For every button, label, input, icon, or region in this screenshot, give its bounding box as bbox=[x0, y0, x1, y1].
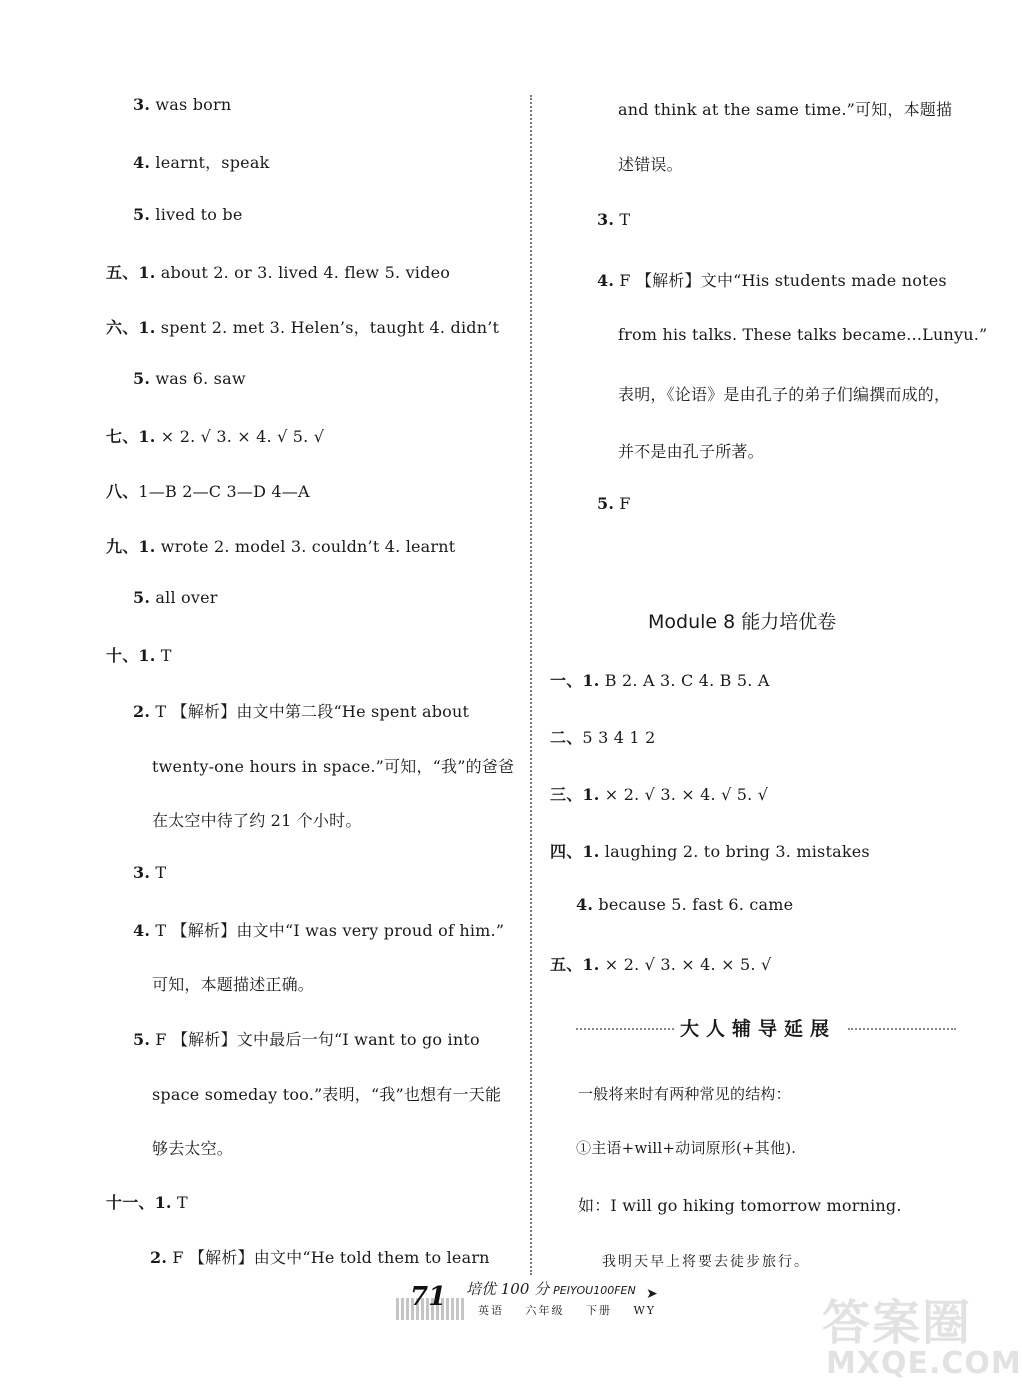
answer-number: 3. bbox=[133, 863, 151, 882]
answer-text: F 【解析】文中“His students made notes bbox=[614, 271, 947, 290]
note-line bbox=[576, 1137, 796, 1158]
answer-text: 并不是由孔子所著。 bbox=[618, 442, 764, 461]
answer-line bbox=[597, 210, 630, 229]
answer-text: T bbox=[150, 863, 167, 882]
answer-number: 三、1. bbox=[550, 785, 600, 804]
answer-number: 四、1. bbox=[550, 842, 600, 861]
answer-line bbox=[133, 699, 469, 722]
answer-line bbox=[618, 439, 764, 462]
answer-number: 4. bbox=[597, 271, 615, 290]
answer-number: 九、1. bbox=[106, 537, 156, 556]
answer-number: 十一、1. bbox=[106, 1193, 172, 1212]
answer-text: B 2. A 3. C 4. B 5. A bbox=[599, 671, 770, 690]
answer-text: 1—B 2—C 3—D 4—A bbox=[138, 482, 310, 501]
answer-number: 2. bbox=[150, 1248, 168, 1267]
answer-text: all over bbox=[150, 588, 218, 607]
answer-line bbox=[133, 1027, 480, 1050]
answer-text: × 2. √ 3. × 4. × 5. √ bbox=[599, 955, 772, 974]
answer-text: space someday too.”表明，“我”也想有一天能 bbox=[152, 1085, 502, 1104]
answer-line bbox=[152, 972, 314, 995]
answer-line bbox=[152, 1082, 501, 1105]
answer-number: 二、 bbox=[550, 728, 583, 747]
answer-line bbox=[150, 1245, 490, 1268]
answer-line bbox=[597, 268, 947, 291]
answer-line bbox=[133, 95, 231, 114]
answer-line bbox=[550, 952, 771, 975]
answer-number: 五、1. bbox=[550, 955, 600, 974]
answer-line bbox=[106, 643, 172, 666]
answer-line bbox=[618, 382, 950, 405]
answer-text: 在太空中待了约 21 个小时。 bbox=[152, 811, 362, 830]
answer-text: from his talks. These talks became...Lunyu.” bbox=[618, 325, 988, 344]
answer-number: 八、 bbox=[106, 482, 139, 501]
answer-line bbox=[106, 315, 499, 338]
watermark-text: 答案圈 bbox=[822, 1295, 973, 1351]
subject: 英语 bbox=[478, 1304, 504, 1317]
answer-line bbox=[618, 325, 987, 344]
volume: 下册 bbox=[586, 1304, 612, 1317]
extension-title: 大人辅导延展 bbox=[680, 1018, 837, 1040]
grade: 六年级 bbox=[525, 1304, 565, 1317]
watermark-logo bbox=[822, 1284, 1022, 1384]
answer-text: T 【解析】由文中第二段“He spent about bbox=[150, 702, 470, 721]
answer-line bbox=[618, 97, 952, 120]
answer-text: lived to be bbox=[150, 205, 243, 224]
answer-text: 可知，本题描述正确。 bbox=[152, 975, 315, 994]
answer-line bbox=[550, 782, 768, 805]
note-text: ①主语+will+动词原形(+其他). bbox=[576, 1139, 797, 1157]
module-title: Module 8 能力培优卷 bbox=[648, 611, 837, 633]
answer-text: F 【解析】由文中“He told them to learn bbox=[167, 1248, 490, 1267]
answer-number: 4. bbox=[576, 895, 594, 914]
answer-number: 五、1. bbox=[106, 263, 156, 282]
answer-text: 述错误。 bbox=[618, 155, 683, 174]
answer-line bbox=[133, 150, 269, 173]
answer-text: F 【解析】文中最后一句“I want to go into bbox=[150, 1030, 480, 1049]
answer-line bbox=[133, 918, 504, 941]
note-text: 我明天早上将要去徒步旅行。 bbox=[602, 1254, 810, 1270]
answer-line bbox=[597, 494, 631, 513]
answer-line bbox=[106, 1190, 188, 1213]
note-text: 如：I will go hiking tomorrow morning. bbox=[578, 1196, 902, 1215]
answer-text: learnt，speak bbox=[150, 153, 270, 172]
watermark-url: MXQE.COM bbox=[826, 1346, 1022, 1381]
page-footer bbox=[396, 1278, 686, 1328]
answer-number: 七、1. bbox=[106, 427, 156, 446]
answer-text: spent 2. met 3. Helen’s，taught 4. didn’t bbox=[155, 318, 500, 337]
answer-line bbox=[106, 479, 310, 502]
extension-header bbox=[576, 1014, 956, 1042]
arrow-icon: ➤ bbox=[646, 1286, 658, 1302]
answer-line bbox=[550, 725, 655, 748]
answer-text: and think at the same time.”可知，本题描 bbox=[618, 100, 953, 119]
answer-text: T bbox=[155, 646, 172, 665]
answer-line bbox=[618, 152, 683, 175]
answer-number: 5. bbox=[133, 588, 151, 607]
note-text: 一般将来时有两种常见的结构： bbox=[578, 1085, 791, 1103]
answer-line bbox=[152, 754, 514, 777]
answer-number: 2. bbox=[133, 702, 151, 721]
answer-line bbox=[152, 808, 362, 831]
answer-text: was 6. saw bbox=[150, 369, 246, 388]
answer-number: 十、1. bbox=[106, 646, 156, 665]
answer-line bbox=[133, 205, 243, 224]
brand-cn: 培优 100 分 bbox=[466, 1280, 550, 1298]
answer-text: T bbox=[171, 1193, 188, 1212]
dotted-rule bbox=[848, 1028, 956, 1030]
note-line bbox=[602, 1251, 810, 1271]
answer-number: 3. bbox=[597, 210, 615, 229]
answer-text: F bbox=[614, 494, 631, 513]
answer-line bbox=[152, 1136, 233, 1159]
brand-name bbox=[466, 1278, 636, 1299]
note-line bbox=[578, 1193, 902, 1216]
answer-text: was born bbox=[150, 95, 232, 114]
answer-text: × 2. √ 3. × 4. √ 5. √ bbox=[599, 785, 769, 804]
answer-text: T bbox=[614, 210, 631, 229]
answer-text: × 2. √ 3. × 4. √ 5. √ bbox=[155, 427, 325, 446]
answer-line bbox=[550, 839, 870, 862]
answer-line bbox=[576, 895, 793, 914]
answer-text: twenty-one hours in space.”可知，“我”的爸爸 bbox=[152, 757, 515, 776]
answer-text: about 2. or 3. lived 4. flew 5. video bbox=[155, 263, 451, 282]
answer-number: 六、1. bbox=[106, 318, 156, 337]
answer-number: 3. bbox=[133, 95, 151, 114]
answer-number: 5. bbox=[133, 1030, 151, 1049]
answer-text: 够去太空。 bbox=[152, 1139, 234, 1158]
answer-line bbox=[106, 260, 450, 283]
answer-text: 表明，《论语》是由孔子的弟子们编撰而成的， bbox=[618, 385, 951, 404]
answer-number: 一、1. bbox=[550, 671, 600, 690]
answer-line bbox=[106, 424, 324, 447]
page-number: 71 bbox=[410, 1282, 447, 1312]
answer-line bbox=[133, 369, 246, 388]
answer-number: 5. bbox=[133, 205, 151, 224]
answer-text: wrote 2. model 3. couldn’t 4. learnt bbox=[155, 537, 456, 556]
answer-number: 5. bbox=[597, 494, 615, 513]
column-separator bbox=[530, 95, 532, 1275]
answer-text: T 【解析】由文中“I was very proud of him.” bbox=[150, 921, 505, 940]
answer-text: laughing 2. to bring 3. mistakes bbox=[599, 842, 870, 861]
brand-en: PEIYOU100FEN bbox=[553, 1284, 636, 1297]
answer-number: 4. bbox=[133, 921, 151, 940]
answer-number: 5. bbox=[133, 369, 151, 388]
edition: WY bbox=[633, 1304, 657, 1317]
answer-line bbox=[106, 534, 455, 557]
answer-line bbox=[550, 668, 770, 691]
answer-number: 4. bbox=[133, 153, 151, 172]
answer-line bbox=[133, 588, 218, 607]
book-info bbox=[478, 1302, 672, 1318]
dotted-rule bbox=[576, 1028, 674, 1030]
answer-line bbox=[133, 863, 166, 882]
note-line bbox=[578, 1083, 791, 1104]
answer-text: because 5. fast 6. came bbox=[593, 895, 794, 914]
answer-text: 5 3 4 1 2 bbox=[582, 728, 656, 747]
